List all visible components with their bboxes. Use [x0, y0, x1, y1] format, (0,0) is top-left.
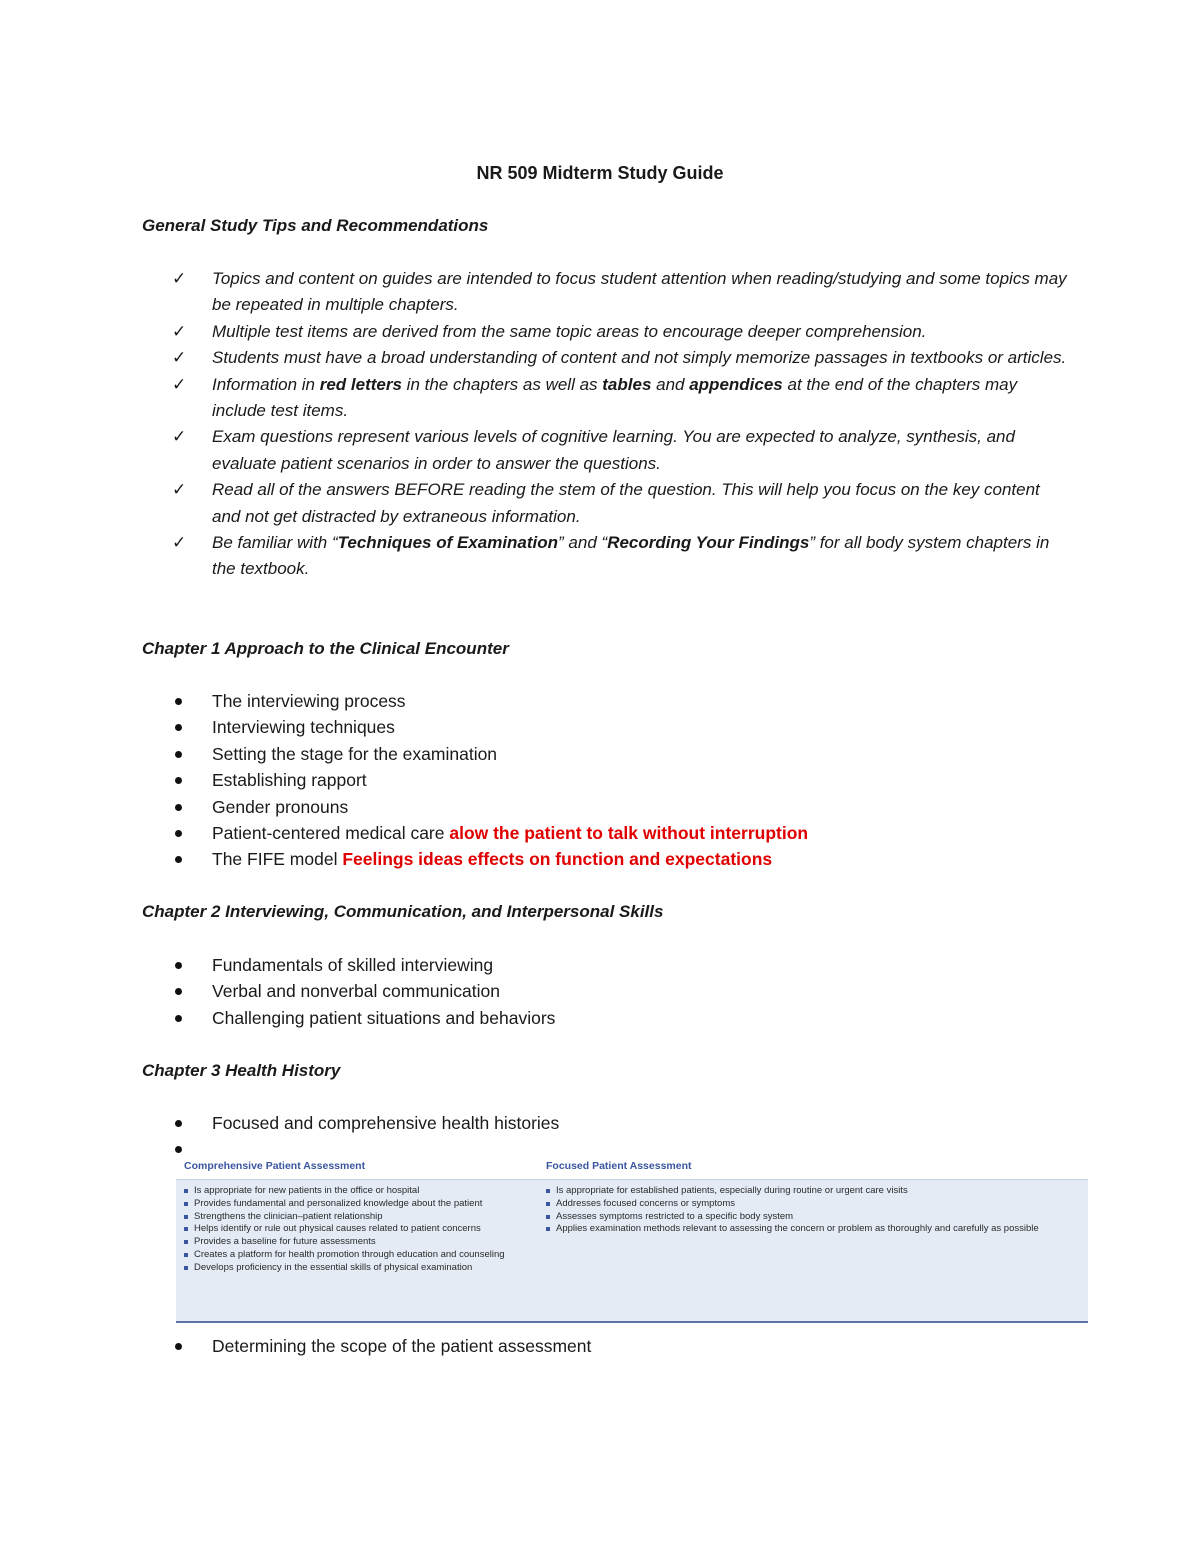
- bullet-icon: [175, 1120, 182, 1127]
- chapter3-topic-list: [172, 1110, 1072, 1163]
- tip-text: at the end of the chapters may include test items.: [212, 374, 1018, 421]
- highlighted-note: alow the patient to talk without interruption: [449, 823, 809, 844]
- study-tip-item: [172, 319, 1072, 345]
- bullet-icon: [175, 751, 182, 758]
- study-tip-item: [172, 424, 1072, 477]
- emphasized-text: Recording Your Findings: [607, 533, 810, 553]
- bullet-icon: [175, 804, 182, 811]
- chapter1-topic: [172, 714, 1072, 740]
- bullet-icon: [175, 988, 182, 995]
- chapter1-topic: [172, 794, 1072, 820]
- topic-text: Challenging patient situations and behaviors: [212, 1007, 556, 1028]
- bullet-icon: [175, 698, 182, 705]
- comprehensive-assessment-list: [182, 1185, 530, 1275]
- bullet-icon: [175, 1343, 182, 1350]
- chapter2-topic: [172, 978, 1072, 1004]
- emphasized-text: red letters: [319, 374, 402, 394]
- bullet-icon: [175, 777, 182, 784]
- chapter2-topic-list: [172, 952, 1072, 1031]
- bullet-icon: [175, 962, 182, 969]
- checkmark-icon: ✓: [172, 427, 187, 447]
- comprehensive-assessment-item: Creates a platform for health promotion through education and counseling: [182, 1249, 530, 1262]
- topic-text: Verbal and nonverbal communication: [212, 981, 500, 1002]
- bullet-icon: [175, 724, 182, 731]
- focused-assessment-heading: Focused Patient Assessment: [546, 1160, 692, 1172]
- bullet-icon: [175, 830, 182, 837]
- comprehensive-assessment-item: Provides a baseline for future assessments: [182, 1236, 530, 1249]
- checkmark-icon: ✓: [172, 348, 187, 368]
- bullet-icon: [175, 1015, 182, 1022]
- topic-text: The interviewing process: [212, 691, 406, 711]
- chapter1-topic: [172, 846, 1072, 872]
- chapter1-topic: [172, 741, 1072, 767]
- checkmark-icon: ✓: [172, 374, 187, 394]
- comprehensive-assessment-item: Is appropriate for new patients in the office or hospital: [182, 1185, 530, 1198]
- chapter1-topic: [172, 820, 1072, 846]
- focused-assessment-item: Addresses focused concerns or symptoms: [544, 1198, 1074, 1211]
- tip-text: Read all of the answers BEFORE reading the stem of the question. This will help you focus on the key content and not get distracted by extraneous information.: [212, 480, 1040, 526]
- chapter3-topic: [172, 1110, 1072, 1136]
- topic-text: Determining the scope of the patient assessment: [212, 1336, 592, 1356]
- highlighted-note: Feelings ideas effects on function and expectations: [342, 849, 773, 870]
- comprehensive-assessment-item: Strengthens the clinician–patient relationship: [182, 1211, 530, 1224]
- chapter1-heading: Chapter 1 Approach to the Clinical Encounter: [142, 639, 509, 658]
- topic-text: Interviewing techniques: [212, 717, 395, 738]
- focused-assessment-item: Is appropriate for established patients, especially during routine or urgent care visits: [544, 1185, 1074, 1198]
- tip-text: Information in: [212, 374, 320, 394]
- tip-text: ” for all body system chapters in the textbook.: [212, 533, 1050, 579]
- topic-text: Patient-centered medical care: [212, 823, 450, 844]
- assessment-comparison-table: [176, 1160, 1088, 1323]
- topic-text: Fundamentals of skilled interviewing: [212, 955, 494, 975]
- comprehensive-assessment-item: Develops proficiency in the essential skills of physical examination: [182, 1262, 530, 1275]
- assessment-table-body: [176, 1179, 1088, 1323]
- chapter3-heading: Chapter 3 Health History: [142, 1061, 341, 1080]
- document-title: NR 509 Midterm Study Guide: [476, 163, 724, 183]
- tip-text: and: [651, 374, 690, 394]
- chapter3-topic: [172, 1136, 1072, 1162]
- bullet-icon: [175, 856, 182, 863]
- emphasized-text: Techniques of Examination: [337, 533, 559, 553]
- study-tips-heading: General Study Tips and Recommendations: [142, 216, 489, 235]
- chapter1-topic-list: [172, 688, 1072, 873]
- comprehensive-assessment-item: Helps identify or rule out physical causes related to patient concerns: [182, 1223, 530, 1236]
- tip-text: Multiple test items are derived from the same topic areas to encourage deeper comprehension.: [212, 321, 927, 341]
- topic-text: Setting the stage for the examination: [212, 743, 498, 764]
- topic-text: Focused and comprehensive health histories: [212, 1113, 560, 1133]
- chapter1-topic: [172, 767, 1072, 793]
- study-tip-item: [172, 530, 1072, 583]
- chapter2-heading: Chapter 2 Interviewing, Communication, and Interpersonal Skills: [142, 902, 664, 921]
- chapter2-topic: [172, 952, 1072, 978]
- checkmark-icon: ✓: [172, 269, 187, 288]
- tip-text: Topics and content on guides are intended to focus student attention when reading/studying and some topics may be repeated in multiple chapters.: [212, 269, 1067, 315]
- tip-text: in the chapters as well as: [401, 374, 603, 394]
- tip-text: Exam questions represent various levels of cognitive learning. You are expected to analyze, synthesis, and evaluate patient scenarios in order to answer the questions.: [212, 427, 1015, 473]
- comprehensive-assessment-item: Provides fundamental and personalized knowledge about the patient: [182, 1198, 530, 1211]
- study-tips-list: [172, 266, 1072, 583]
- emphasized-text: tables: [602, 374, 652, 394]
- tip-text: Be familiar with “: [212, 533, 338, 553]
- comprehensive-assessment-heading: Comprehensive Patient Assessment: [184, 1160, 366, 1172]
- emphasized-text: appendices: [689, 374, 783, 394]
- focused-assessment-item: Assesses symptoms restricted to a specific body system: [544, 1211, 1074, 1224]
- chapter2-topic: [172, 1005, 1072, 1031]
- study-tip-item: [172, 477, 1072, 530]
- topic-text: Gender pronouns: [212, 796, 349, 817]
- topic-text: Establishing rapport: [212, 770, 367, 791]
- checkmark-icon: ✓: [172, 533, 187, 553]
- chapter1-topic: [172, 688, 1072, 714]
- tip-text: ” and “: [558, 533, 608, 553]
- checkmark-icon: ✓: [172, 321, 187, 341]
- chapter3-topic-list-continued: [172, 1333, 1072, 1359]
- topic-text: The FIFE model: [212, 849, 343, 870]
- study-tip-item: [172, 372, 1072, 425]
- chapter3-topic: [172, 1333, 1072, 1359]
- study-tip-item: [172, 345, 1072, 371]
- tip-text: Students must have a broad understanding of content and not simply memorize passages in textbooks or articles.: [212, 348, 1067, 368]
- focused-assessment-list: [544, 1185, 1074, 1236]
- focused-assessment-item: Applies examination methods relevant to assessing the concern or problem as thoroughly and carefully as possible: [544, 1223, 1074, 1236]
- bullet-icon: [175, 1146, 182, 1153]
- checkmark-icon: ✓: [172, 480, 187, 500]
- study-tip-item: [172, 266, 1072, 319]
